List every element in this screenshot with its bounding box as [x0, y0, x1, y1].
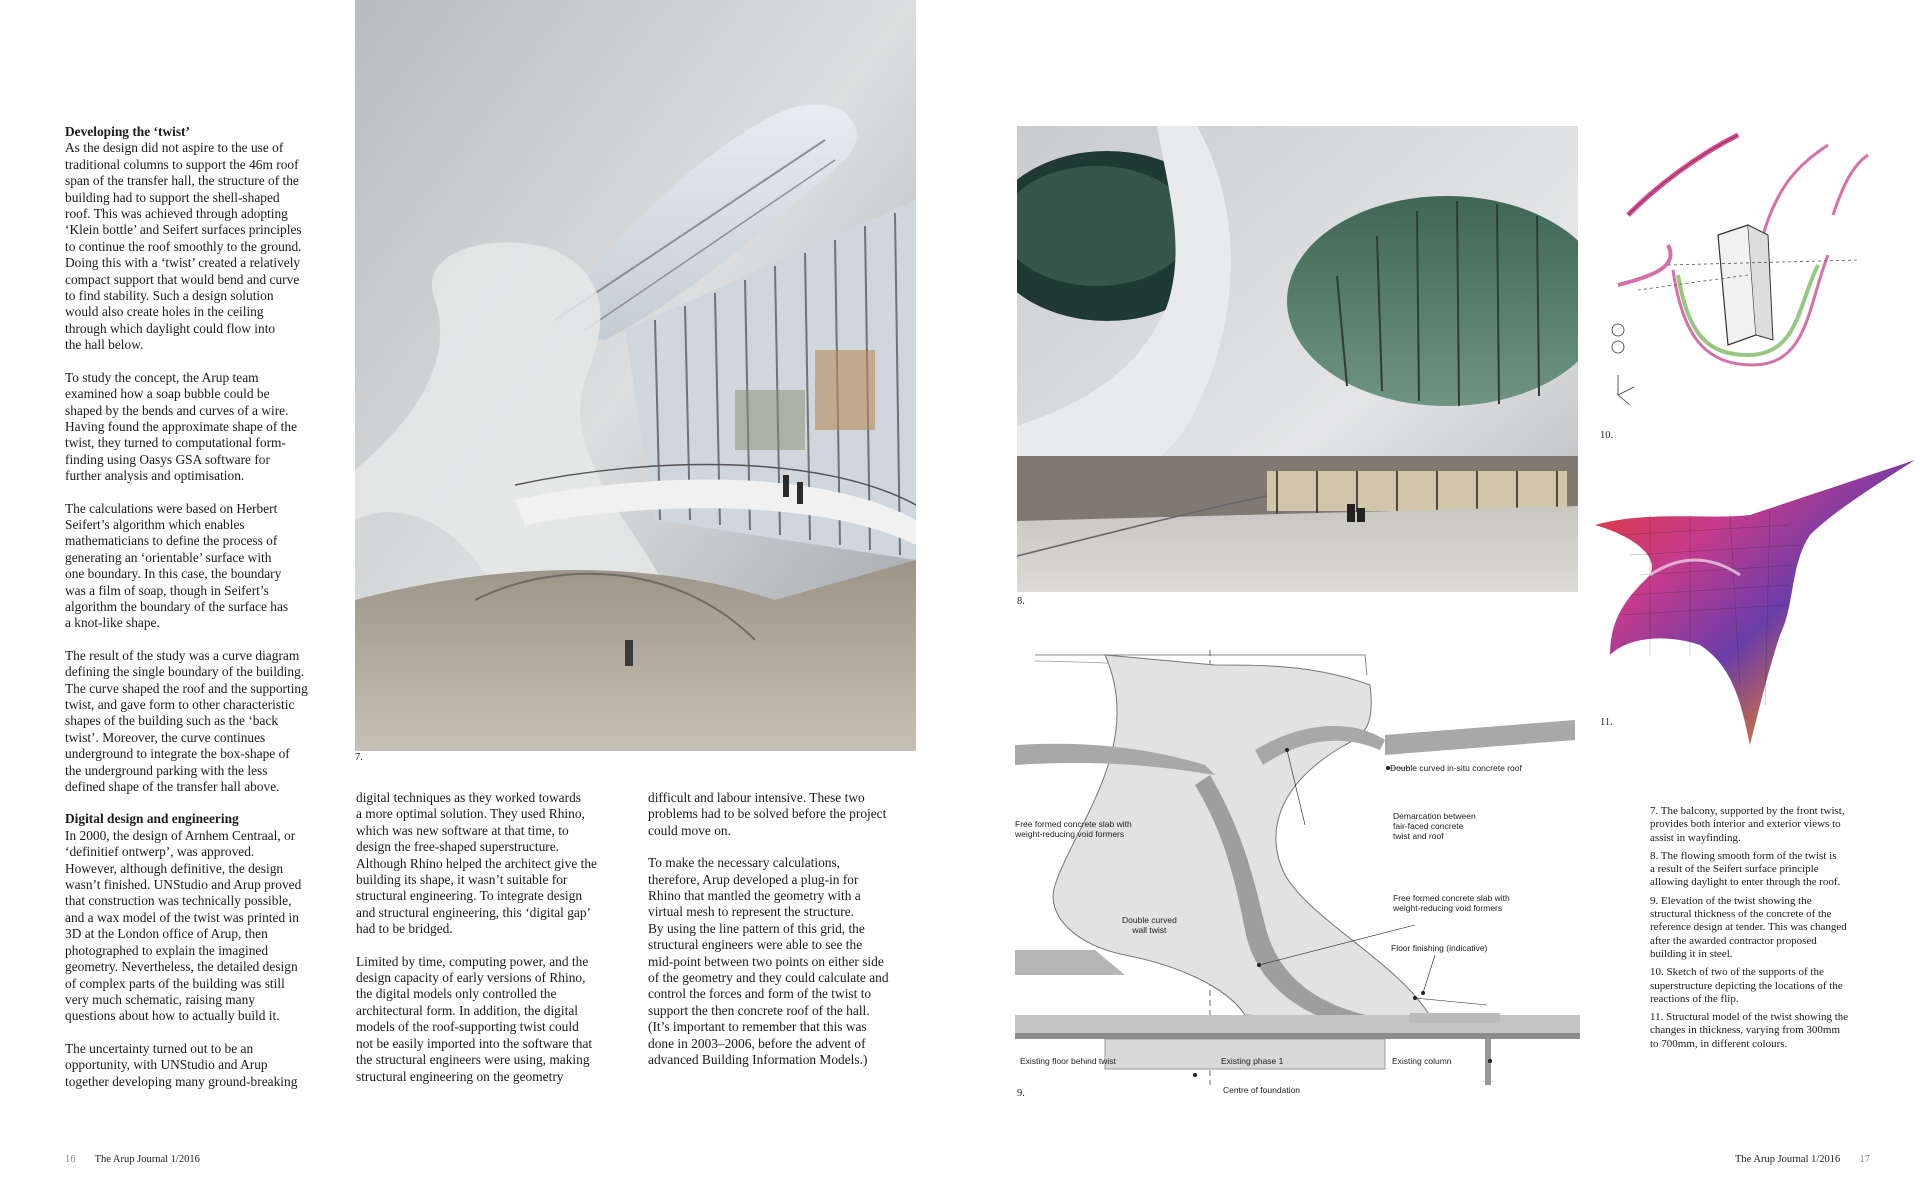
label-wall: Double curved wall twist	[1122, 915, 1177, 935]
section-heading-digital: Digital design and engineering	[65, 811, 239, 827]
label-existing-column: Existing column	[1392, 1056, 1452, 1066]
label-floor-finishing: Floor finishing (indicative)	[1391, 943, 1488, 953]
paragraph: The uncertainty turned out to be an opportunity, with UNStudio and Arup together developing many ground-breaking	[65, 1040, 298, 1089]
caption-11: 11. Structural model of the twist showing the changes in thickness, varying from 300mm to 700mm, in different colours.	[1650, 1011, 1849, 1050]
text-column-2	[356, 790, 636, 1101]
text-column-3	[648, 790, 928, 1085]
figure-10-sketch	[1598, 125, 1873, 415]
figure-10-number: 10.	[1600, 430, 1614, 441]
folio-right	[1735, 1154, 1870, 1165]
caption-7: 7. The balcony, supported by the front twist, provides both interior and exterior views to assist in wayfinding.	[1650, 805, 1845, 844]
figure-9-elevation	[1015, 625, 1580, 1095]
paragraph: difficult and labour intensive. These two problems had to be solved before the project could move on.	[648, 790, 887, 838]
paragraph: Limited by time, computing power, and the design capacity of early versions of Rhino, the digital models only controlled the architectural form. In addition, the digital models of the roof-supporting twist could not be easily imported into the software that the structural engineers were using, making structural engineering on the geometry	[356, 953, 593, 1084]
label-roof: Double curved in-situ concrete roof	[1390, 763, 1522, 773]
label-centre-foundation: Centre of foundation	[1223, 1085, 1301, 1095]
figure-8-photo	[1017, 126, 1578, 592]
paragraph: To study the concept, the Arup team examined how a soap bubble could be shaped by the bends and curves of a wire. Having found the approximate shape of the twist, they turned to computational form- finding using Oasys GSA software for further analysis and optimisation.	[65, 369, 298, 484]
folio-left	[65, 1154, 200, 1165]
label-existing-phase: Existing phase 1	[1221, 1056, 1284, 1066]
caption-8: 8. The flowing smooth form of the twist is a result of the Seifert surface principle allowing daylight to enter through the roof.	[1650, 849, 1841, 889]
caption-10: 10. Sketch of two of the supports of the superstructure depicting the locations of the reactions of the flip.	[1650, 966, 1843, 1005]
figure-9-number: 9.	[1017, 1088, 1025, 1099]
figure-7-photo	[355, 0, 916, 751]
section-heading-twist: Developing the ‘twist’	[65, 124, 190, 139]
label-demarcation: Demarcation between fair-faced concrete twist and roof	[1393, 811, 1476, 841]
figure-8-number: 8.	[1017, 596, 1025, 607]
caption-9: 9. Elevation of the twist showing the structural thickness of the concrete of the reference design at tender. This was changed after the awarded contractor proposed building it in steel.	[1650, 894, 1847, 960]
paragraph: digital techniques as they worked towards a more optimal solution. They used Rhino, which was new software at that time, to design the free-shaped superstructure. Although Rhino helped the architect give the building its shape, it wasn’t suitable for structural engineering. To integrate design and structural engineering, this ‘digital gap’ had to be bridged.	[356, 790, 597, 937]
label-existing-floor: Existing floor behind twist	[1020, 1056, 1116, 1066]
figure-captions	[1650, 805, 1895, 1056]
paragraph: The result of the study was a curve diagram defining the single boundary of the building. The curve shaped the roof and the supporting twist, and gave form to other characteristic shapes of the building such as the ‘back twist’. Moreover, the curve continues underground to integrate the box-shape of the underground parking with the less defined shape of the transfer hall above.	[65, 647, 308, 795]
paragraph: As the design did not aspire to the use of traditional columns to support the 46m roof span of the transfer hall, the structure of the building had to support the shell-shaped roof. This was achieved through adopting ‘Klein bottle’ and Seifert surfaces principles to continue the roof smoothly to the ground. Doing this with a ‘twist’ created a relatively compact support that would bend and curve to find stability. Such a design solution would also create holes in the ceiling through which daylight could flow into the hall below.	[65, 140, 302, 353]
figure-7-number: 7.	[355, 752, 363, 763]
paragraph: In 2000, the design of Arnhem Centraal, or ‘definitief ontwerp’, was approved. However, although definitive, the design wasn’t finished. UNStudio and Arup proved that construction was technically possible, and a wax model of the twist was printed in 3D at the London office of Arup, then photographed to explain the imagined geometry. Nevertheless, the detailed design of complex parts of the building was still very much schematic, raising many questions about how to actually build it.	[65, 827, 302, 1024]
label-slab-right: Free formed concrete slab with weight-reducing void formers	[1393, 893, 1510, 913]
journal-title: The Arup Journal 1/2016	[1735, 1154, 1841, 1165]
label-slab-left: Free formed concrete slab with weight-reducing void formers	[1015, 819, 1132, 839]
figure-11-number: 11.	[1600, 717, 1613, 728]
page-number: 17	[1859, 1154, 1871, 1165]
text-column-1	[65, 124, 355, 1106]
paragraph: To make the necessary calculations, therefore, Arup developed a plug-in for Rhino that mantled the geometry with a virtual mesh to represent the structure. By using the line pattern of this grid, the structural engineers were able to see the mid-point between two points on either side of the geometry and they could calculate and control the forces and form of the twist to support the then concrete roof of the hall. (It’s important to remember that this was done in 2003–2006, before the advent of advanced Building Information Models.)	[648, 855, 889, 1068]
journal-title: The Arup Journal 1/2016	[94, 1154, 200, 1165]
figure-11-model	[1590, 455, 1920, 750]
paragraph: The calculations were based on Herbert Seifert’s algorithm which enables mathematicians to define the process of generating an ‘orientable’ surface with one boundary. In this case, the boundary was a film of soap, though in Seifert’s algorithm the boundary of the surface has a knot-like shape.	[65, 500, 289, 631]
page-number: 16	[65, 1154, 76, 1165]
